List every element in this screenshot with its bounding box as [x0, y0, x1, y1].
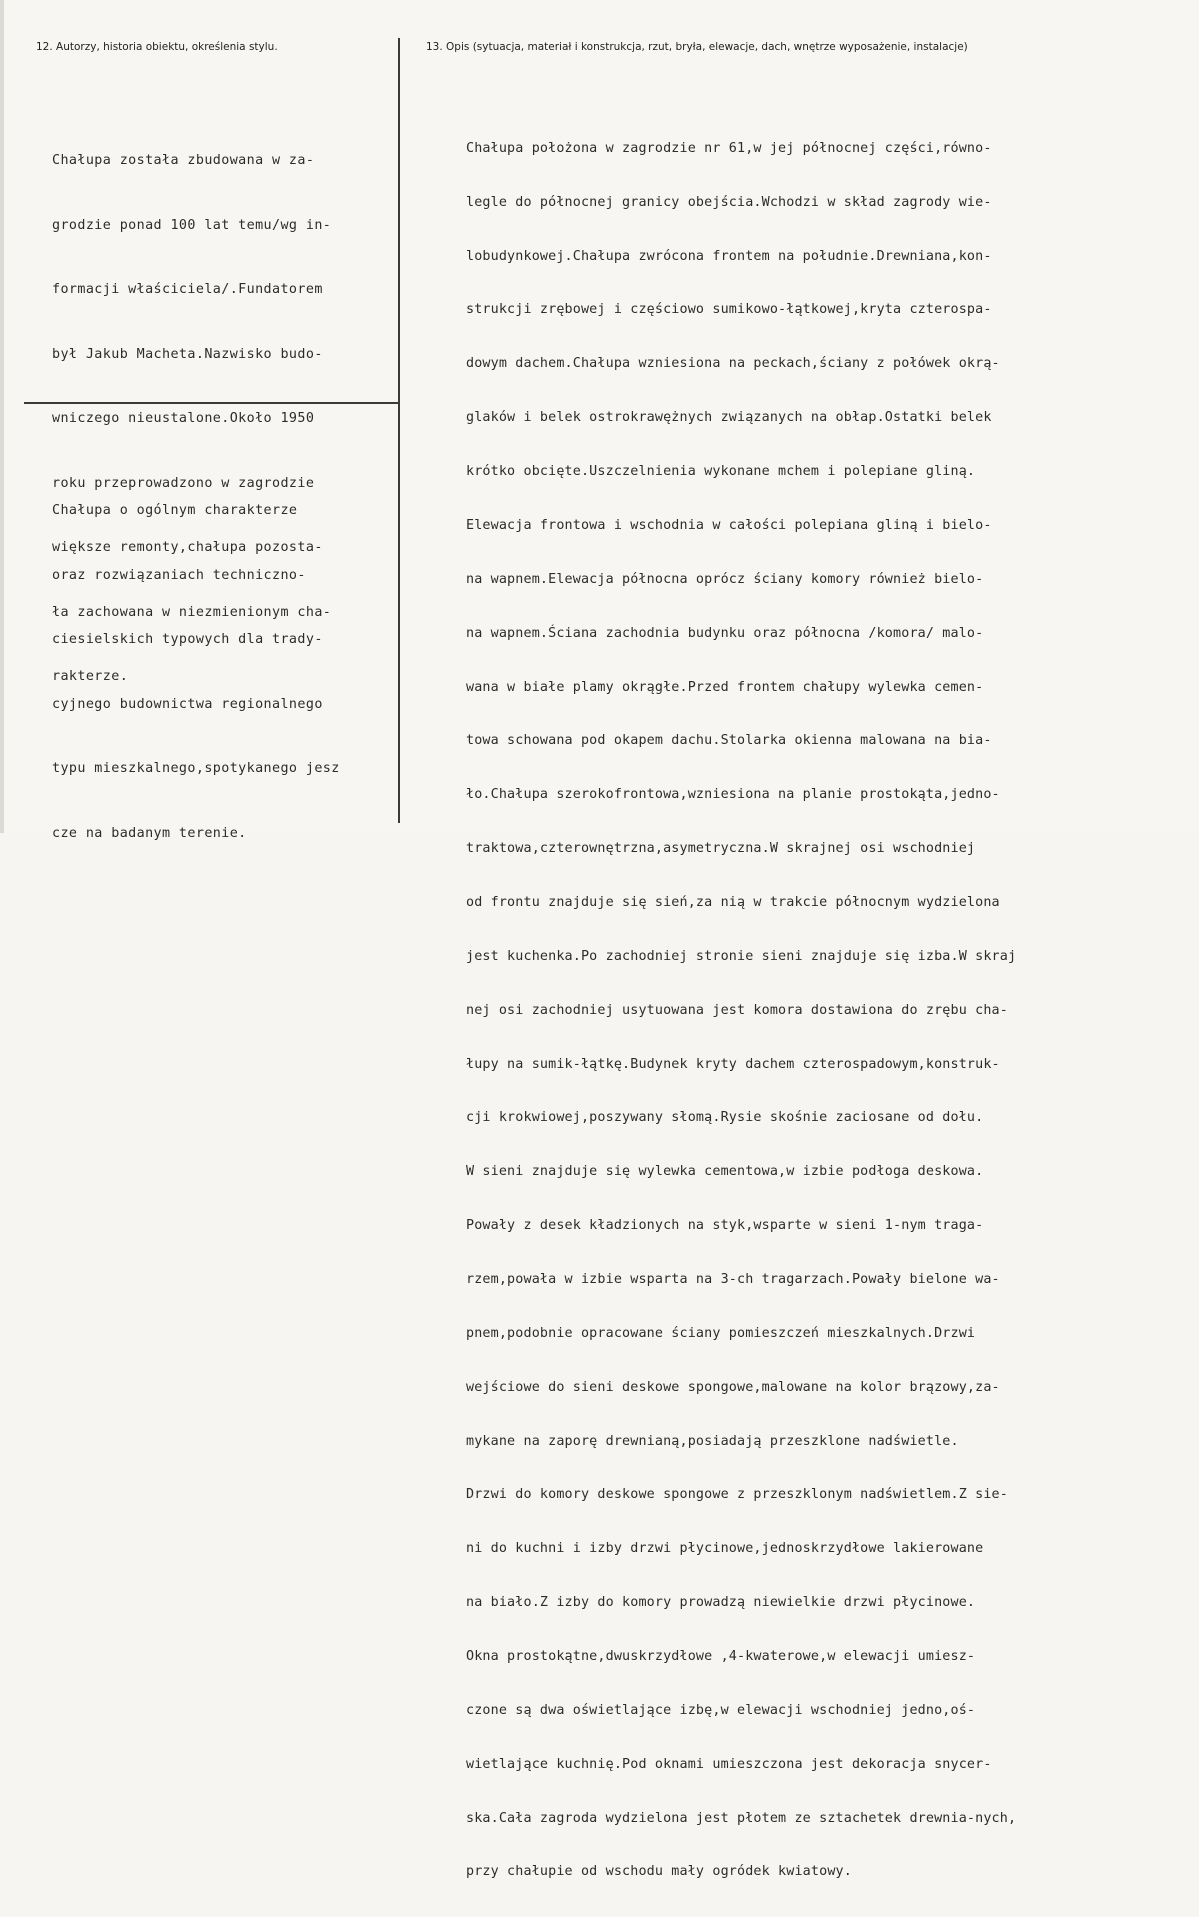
- description-line: Powały z desek kładzionych na styk,wsparte w sieni 1-nym traga-: [466, 1218, 984, 1234]
- description-line: ni do kuchni i izby drzwi płycinowe,jednoskrzydłowe lakierowane: [466, 1541, 984, 1557]
- description-line: Chałupa położona w zagrodzie nr 61,w jej północnej części,równo-: [466, 140, 992, 156]
- description-line: W sieni znajduje się wylewka cementowa,w izbie podłoga deskowa.: [466, 1164, 984, 1180]
- description-line: przy chałupie od wschodu mały ogródek kwiatowy.: [466, 1864, 852, 1880]
- style-line: Chałupa o ogólnym charakterze: [52, 503, 298, 518]
- history-line: wniczego nieustalone.Około 1950: [52, 411, 315, 426]
- description-line: nej osi zachodniej usytuowana jest komora dostawiona do zrębu cha-: [466, 1002, 1008, 1018]
- description-line: Drzwi do komory deskowe spongowe z przeszklonym nadświetlem.Z sie-: [466, 1487, 1008, 1503]
- description-line: krótko obcięte.Uszczelnienia wykonane mchem i polepiane gliną.: [466, 464, 976, 480]
- description-line: wietlające kuchnię.Pod oknami umieszczona jest dekoracja snycer-: [466, 1756, 992, 1772]
- history-line: był Jakub Macheta.Nazwisko budo-: [52, 346, 323, 362]
- description-line: mykane na zaporę drewnianą,posiadają przeszklone nadświetle.: [466, 1433, 959, 1449]
- description-line: Okna prostokątne,dwuskrzydłowe ,4-kwaterowe,w elewacji umiesz-: [466, 1648, 976, 1664]
- description-line: na wapnem.Elewacja północna oprócz ściany komory również bielo-: [466, 571, 984, 587]
- description-line: lobudynkowej.Chałupa zwrócona frontem na południe.Drewniana,kon-: [466, 248, 992, 264]
- description-line: ło.Chałupa szerokofrontowa,wzniesiona na planie prostokąta,jedno-: [466, 787, 1000, 803]
- description-line: dowym dachem.Chałupa wzniesiona na peckach,ściany z połówek okrą-: [466, 356, 1000, 372]
- history-line: Chałupa została zbudowana w za-: [52, 153, 315, 168]
- description-line: na wapnem.Ściana zachodnia budynku oraz północna /komora/ malo-: [466, 625, 984, 641]
- description-line: czone są dwa oświetlające izbę,w elewacji wschodniej jedno,oś-: [466, 1702, 976, 1718]
- style-line: ciesielskich typowych dla trady-: [52, 632, 323, 647]
- description-line: glaków i belek ostrokrawężnych związanych na obłap.Ostatki belek: [466, 410, 992, 426]
- description-line: traktowa,czterownętrzna,asymetryczna.W skrajnej osi wschodniej: [466, 841, 976, 857]
- history-line: grodzie ponad 100 lat temu/wg in-: [52, 217, 332, 233]
- description-line: Elewacja frontowa i wschodnia w całości polepiana gliną i bielo-: [466, 517, 992, 533]
- description-line: łupy na sumik-łątkę.Budynek kryty dachem czterospadowym,konstruk-: [466, 1056, 1000, 1072]
- description-line: ska.Cała zagroda wydzielona jest płotem ze sztachetek drewnia-nych,: [466, 1810, 1017, 1826]
- header-description: 13. Opis (sytuacja, materiał i konstrukcja, rzut, bryła, elewacje, dach, wnętrze wyposażenie, instalacje): [426, 41, 968, 53]
- style-line: typu mieszkalnego,spotykanego jesz: [52, 761, 340, 776]
- history-line: ła zachowana w niezmienionym cha-: [52, 604, 332, 620]
- description-line: legle do północnej granicy obejścia.Wchodzi w skład zagrody wie-: [466, 194, 992, 210]
- description-line: towa schowana pod okapem dachu.Stolarka okienna malowana na bia-: [466, 733, 992, 749]
- history-line: formacji właściciela/.Fundatorem: [52, 282, 323, 297]
- history-line: roku przeprowadzono w zagrodzie: [52, 475, 315, 491]
- description-line: rzem,powała w izbie wsparta na 3-ch tragarzach.Powały bielone wa-: [466, 1271, 1000, 1287]
- style-line: cze na badanym terenie.: [52, 825, 247, 841]
- history-line: większe remonty,chałupa pozosta-: [52, 540, 323, 555]
- description-line: strukcji zrębowej i częściowo sumikowo-łątkowej,kryta czterospa-: [466, 302, 992, 318]
- description-text: [466, 104, 1016, 1917]
- page-edge: [0, 0, 4, 833]
- header-authors-history-style: 12. Autorzy, historia obiektu, określenia stylu.: [36, 41, 278, 53]
- description-line: jest kuchenka.Po zachodniej stronie sieni znajduje się izba.W skraj: [466, 948, 1017, 964]
- description-line: wejściowe do sieni deskowe spongowe,malowane na kolor brązowy,za-: [466, 1379, 1000, 1395]
- style-line: oraz rozwiązaniach techniczno-: [52, 567, 306, 583]
- description-line: na biało.Z izby do komory prowadzą niewielkie drzwi płycinowe.: [466, 1595, 976, 1611]
- history-line: rakterze.: [52, 669, 129, 684]
- description-line: pnem,podobnie opracowane ściany pomieszczeń mieszkalnych.Drzwi: [466, 1325, 976, 1341]
- description-line: wana w białe plamy okrągłe.Przed frontem chałupy wylewka cemen-: [466, 679, 984, 695]
- column-divider: [398, 38, 400, 823]
- description-line: cji krokwiowej,poszywany słomą.Rysie skośnie zaciosane od dołu.: [466, 1110, 984, 1126]
- description-line: od frontu znajduje się sień,za nią w trakcie północnym wydzielona: [466, 894, 1000, 910]
- style-line: cyjnego budownictwa regionalnego: [52, 696, 323, 712]
- style-text: [52, 457, 340, 887]
